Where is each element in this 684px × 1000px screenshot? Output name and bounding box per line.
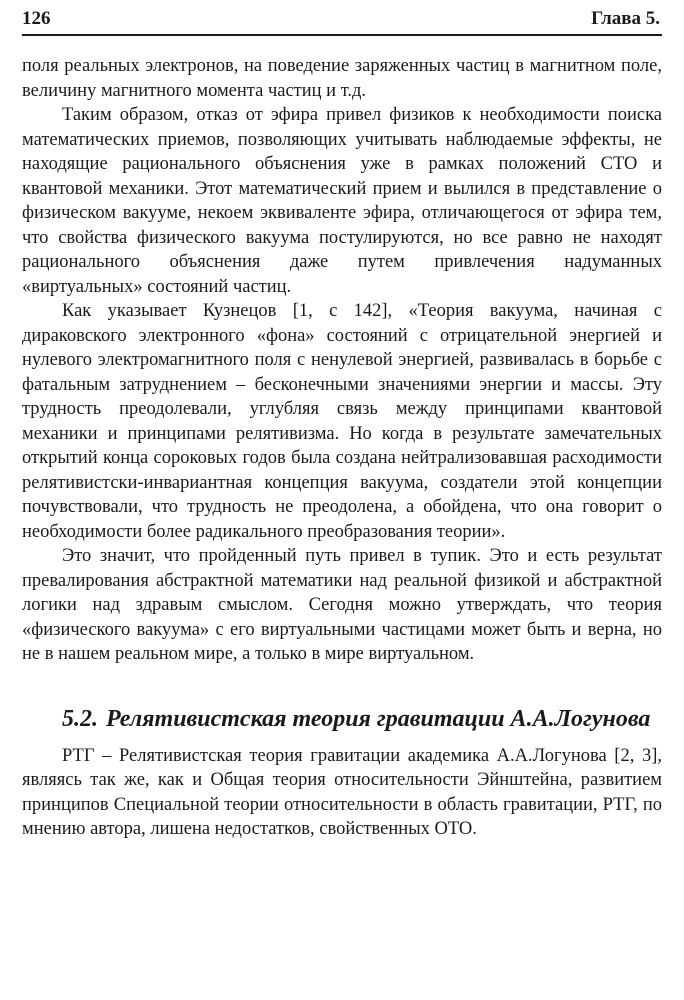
- section-number: 5.2.: [62, 705, 98, 732]
- body-text: [22, 54, 662, 842]
- section-heading: [22, 705, 662, 734]
- page-header: [22, 4, 662, 36]
- chapter-title: Глава 5.: [591, 8, 660, 29]
- paragraph-3: Как указывает Кузнецов [1, с 142], «Теория вакуума, начиная с дираковского электронного «фона» состояний с отрицательной энергией и нулевого электромагнитного поля с ненулевой энергией, развивалась в борьбе с фатальным затруднением – бесконечными значениями энергии и массы. Эту трудность преодолевали, углубляя связь между принципами квантовой механики и принципами релятивизма. Но когда в результате замечательных открытий конца сороковых годов была создана нейтрализовавшая расходимости релятивистски-инвариантная концепция вакуума, создатели этой концепции почувствовали, что трудность не преодолена, а обойдена, что она говорит о необходимости более радикального преобразования теории».: [22, 301, 662, 542]
- page-number: 126: [22, 8, 51, 29]
- section-title-text: Релятивистская теория гравитации А.А.Логунова: [106, 705, 651, 732]
- paragraph-4: Это значит, что пройденный путь привел в тупик. Это и есть результат превалирования абстрактной математики над реальной физикой и абстрактной логики над здравым смыслом. Сегодня можно утверждать, что теория «физического вакуума» с его виртуальными частицами может быть и верна, но не в нашем реальном мире, а только в мире виртуальном.: [22, 546, 662, 664]
- paragraph-5: РТГ – Релятивистская теория гравитации академика А.А.Логунова [2, 3], являясь так же, как и Общая теория относительности Эйнштейна, развитием принципов Специальной теории относительности в область гравитации, РТГ, по мнению автора, лишена недостатков, свойственных ОТО.: [22, 745, 662, 839]
- paragraph-1: поля реальных электронов, на поведение заряженных частиц в магнитном поле, величину магнитного момента частиц и т.д.: [22, 56, 662, 101]
- paragraph-2: Таким образом, отказ от эфира привел физиков к необходимости поиска математических приемов, позволяющих учитывать наблюдаемые эффекты, не находящие рационального объяснения уже в рамках положений СТО и квантовой механики. Этот математический прием и вылился в представление о физическом вакууме, некоем эквиваленте эфира, отличающегося от эфира тем, что свойства физического вакуума постулируются, но все равно не находят рационального объяснения даже путем привлечения надуманных «виртуальных» состояний частиц.: [22, 105, 662, 297]
